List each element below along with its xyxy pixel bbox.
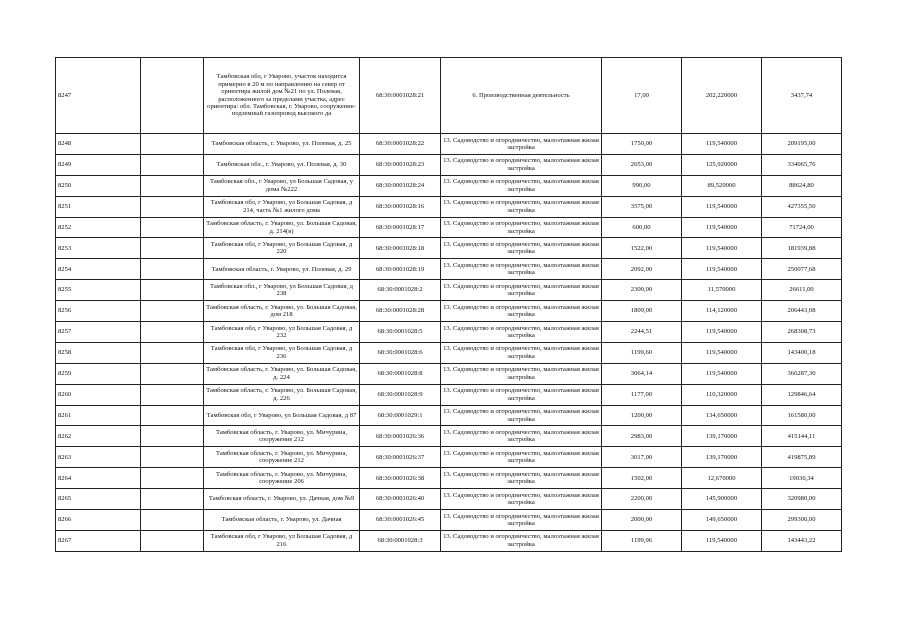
specific-value-cell: 139,170000 [682,447,762,468]
land-use-cell: 13. Садоводство и огородничество, малоэтажная жилая застройка [441,154,602,175]
row-number: 8253 [56,238,141,259]
specific-value-cell: 114,120000 [682,301,762,322]
blank-cell [141,405,204,426]
cadastral-value-cell: 26611,00 [762,280,842,301]
cadastral-number-cell: 68:30:0001028:3 [360,530,441,551]
cadastral-value-cell: 415144,11 [762,426,842,447]
specific-value-cell: 134,650000 [682,405,762,426]
blank-cell [141,175,204,196]
address-cell: Тамбовская область, г. Уварово, ул. Мичурина, сооружение 212 [204,447,360,468]
land-use-cell: 13. Садоводство и огородничество, малоэтажная жилая застройка [441,175,602,196]
cadastral-number-cell: 68:30:0001026:38 [360,468,441,489]
area-cell: 17,00 [602,58,682,134]
cadastral-value-cell: 320980,00 [762,489,842,510]
cadastral-number-cell: 68:30:0001028:2 [360,280,441,301]
address-cell: Тамбовская область, г. Уварово, ул. Мичурина, сооружение 212 [204,426,360,447]
table-row [56,134,842,155]
table-row [56,259,842,280]
area-cell: 1522,00 [602,238,682,259]
cadastral-value-cell: 427355,50 [762,196,842,217]
cadastral-value-cell: 71724,00 [762,217,842,238]
row-number: 8267 [56,530,141,551]
address-cell: Тамбовская обл, г Уварово, ул Большая Садовая, д 232 [204,322,360,343]
blank-cell [141,363,204,384]
address-cell: Тамбовская обл, г Уварово, ул Большая Садовая, д 216 [204,530,360,551]
blank-cell [141,154,204,175]
blank-cell [141,426,204,447]
land-use-cell: 13. Садоводство и огородничество, малоэтажная жилая застройка [441,384,602,405]
specific-value-cell: 119,540000 [682,259,762,280]
table-row [56,384,842,405]
cadastral-value-cell: 206443,08 [762,301,842,322]
land-use-cell: 6. Производственная деятельность [441,58,602,134]
address-cell: Тамбовская обл, г Уварово, участок находится примерно в 20 м по направлению на север от ориентира жилой дом №21 по ул. Полевая, расположенного за пределами участка, адрес ориентира: обл. Тамбовская, г. Уварово, сооружение- подземный газопровод высокого да [204,58,360,134]
cadastral-value-cell: 161580,00 [762,405,842,426]
blank-cell [141,217,204,238]
cadastral-value-cell: 250077,68 [762,259,842,280]
row-number: 8263 [56,447,141,468]
address-cell: Тамбовская область, г. Уварово, ул. Полевая, д. 25 [204,134,360,155]
address-cell: Тамбовская область, г. Уварово, ул. Дачная, дом №9 [204,489,360,510]
land-use-cell: 13. Садоводство и огородничество, малоэтажная жилая застройка [441,134,602,155]
row-number: 8256 [56,301,141,322]
address-cell: Тамбовская обл., г Уварово, ул Большая Садовая, д 238 [204,280,360,301]
row-number: 8254 [56,259,141,280]
cadastral-number-cell: 68:30:0001028:18 [360,238,441,259]
cadastral-number-cell: 68:30:0001026:37 [360,447,441,468]
table-row [56,510,842,531]
cadastral-number-cell: 68:30:0001028:23 [360,154,441,175]
land-use-cell: 13. Садоводство и огородничество, малоэтажная жилая застройка [441,510,602,531]
land-use-cell: 13. Садоводство и огородничество, малоэтажная жилая застройка [441,322,602,343]
table-row [56,489,842,510]
table-row [56,322,842,343]
specific-value-cell: 119,540000 [682,238,762,259]
address-cell: Тамбовская обл, г Уварово, ул Большая Садовая, д 236 [204,342,360,363]
address-cell: Тамбовская область, г. Уварово, ул. Полевая, д. 29 [204,259,360,280]
blank-cell [141,489,204,510]
land-use-cell: 13. Садоводство и огородничество, малоэтажная жилая застройка [441,447,602,468]
area-cell: 1177,00 [602,384,682,405]
blank-cell [141,530,204,551]
specific-value-cell: 119,540000 [682,363,762,384]
specific-value-cell: 119,540000 [682,217,762,238]
blank-cell [141,322,204,343]
cadastral-value-cell: 366287,30 [762,363,842,384]
row-number: 8249 [56,154,141,175]
blank-cell [141,280,204,301]
cadastral-value-cell: 268308,73 [762,322,842,343]
cadastral-value-cell: 181939,88 [762,238,842,259]
land-use-cell: 13. Садоводство и огородничество, малоэтажная жилая застройка [441,196,602,217]
land-use-cell: 13. Садоводство и огородничество, малоэтажная жилая застройка [441,530,602,551]
area-cell: 3575,00 [602,196,682,217]
cadastral-number-cell: 68:30:0001028:28 [360,301,441,322]
blank-cell [141,58,204,134]
cadastral-number-cell: 68:30:0001028:17 [360,217,441,238]
table-row [56,175,842,196]
area-cell: 1502,00 [602,468,682,489]
specific-value-cell: 202,220000 [682,58,762,134]
specific-value-cell: 125,920000 [682,154,762,175]
cadastral-number-cell: 68:30:0001028:24 [360,175,441,196]
table-row [56,301,842,322]
specific-value-cell: 119,540000 [682,322,762,343]
land-use-cell: 13. Садоводство и огородничество, малоэтажная жилая застройка [441,426,602,447]
area-cell: 2983,00 [602,426,682,447]
row-number: 8252 [56,217,141,238]
row-number: 8261 [56,405,141,426]
table-body [56,58,842,552]
land-use-cell: 13. Садоводство и огородничество, малоэтажная жилая застройка [441,238,602,259]
cadastral-value-cell: 419875,89 [762,447,842,468]
cadastral-number-cell: 68:30:0001028:19 [360,259,441,280]
address-cell: Тамбовская область, г. Уварово, ул. Большая Садовая, дом 218 [204,301,360,322]
row-number: 8266 [56,510,141,531]
row-number: 8255 [56,280,141,301]
area-cell: 3017,00 [602,447,682,468]
cadastral-value-cell: 19030,34 [762,468,842,489]
blank-cell [141,134,204,155]
table-row [56,447,842,468]
blank-cell [141,342,204,363]
address-cell: Тамбовская область, г. Уварово, ул. Большая Садовая, д. 214(в) [204,217,360,238]
area-cell: 1809,00 [602,301,682,322]
row-number: 8264 [56,468,141,489]
row-number: 8262 [56,426,141,447]
address-cell: Тамбовская область, г. Уварово, ул. Большая Садовая, д. 224 [204,363,360,384]
cadastral-value-cell: 3437,74 [762,58,842,134]
specific-value-cell: 149,650000 [682,510,762,531]
blank-cell [141,196,204,217]
land-use-cell: 13. Садоводство и огородничество, малоэтажная жилая застройка [441,217,602,238]
address-cell: Тамбовская обл., г Уварово, ул Большая Садовая, у дома №222 [204,175,360,196]
address-cell: Тамбовская область, г. Уварово, ул. Мичурина, сооружение 206 [204,468,360,489]
area-cell: 1200,00 [602,405,682,426]
row-number: 8259 [56,363,141,384]
cadastral-number-cell: 68:30:0001028:16 [360,196,441,217]
area-cell: 3064,14 [602,363,682,384]
table-row [56,217,842,238]
row-number: 8257 [56,322,141,343]
table-row [56,58,842,134]
address-cell: Тамбовская обл, г Уварово, ул Большая Садовая, д 220 [204,238,360,259]
cadastral-number-cell: 68:30:0001026:40 [360,489,441,510]
row-number: 8258 [56,342,141,363]
cadastral-value-table [55,57,842,552]
table-row [56,342,842,363]
specific-value-cell: 139,170000 [682,426,762,447]
address-cell: Тамбовская область, г. Уварово, ул. Дачная [204,510,360,531]
specific-value-cell: 119,540000 [682,134,762,155]
cadastral-value-cell: 129846,64 [762,384,842,405]
specific-value-cell: 12,670000 [682,468,762,489]
cadastral-number-cell: 68:30:0001028:6 [360,342,441,363]
land-use-cell: 13. Садоводство и огородничество, малоэтажная жилая застройка [441,468,602,489]
cadastral-value-cell: 334065,76 [762,154,842,175]
cadastral-number-cell: 68:30:0001028:9 [360,384,441,405]
table-row [56,426,842,447]
cadastral-number-cell: 68:30:0001028:22 [360,134,441,155]
land-use-cell: 13. Садоводство и огородничество, малоэтажная жилая застройка [441,405,602,426]
specific-value-cell: 110,320000 [682,384,762,405]
address-cell: Тамбовская область, г. Уварово, ул. Большая Садовая, д. 226 [204,384,360,405]
cadastral-number-cell: 68:30:0001026:36 [360,426,441,447]
table-row [56,154,842,175]
area-cell: 1750,00 [602,134,682,155]
blank-cell [141,238,204,259]
table-row [56,280,842,301]
cadastral-value-cell: 143400,18 [762,342,842,363]
address-cell: Тамбовская обл, г Уварово, ул Большая Садовая, д 87 [204,405,360,426]
area-cell: 2653,00 [602,154,682,175]
blank-cell [141,468,204,489]
land-use-cell: 13. Садоводство и огородничество, малоэтажная жилая застройка [441,342,602,363]
area-cell: 2300,00 [602,280,682,301]
specific-value-cell: 119,540000 [682,196,762,217]
cadastral-value-cell: 209195,00 [762,134,842,155]
table-row [56,405,842,426]
land-use-cell: 13. Садоводство и огородничество, малоэтажная жилая застройка [441,363,602,384]
cadastral-value-cell: 88624,80 [762,175,842,196]
cadastral-number-cell: 68:30:0001026:45 [360,510,441,531]
cadastral-number-cell: 68:30:0001028:8 [360,363,441,384]
row-number: 8247 [56,58,141,134]
area-cell: 1199,96 [602,530,682,551]
blank-cell [141,384,204,405]
blank-cell [141,447,204,468]
row-number: 8265 [56,489,141,510]
blank-cell [141,301,204,322]
cadastral-value-cell: 143443,22 [762,530,842,551]
land-use-cell: 13. Садоводство и огородничество, малоэтажная жилая застройка [441,301,602,322]
area-cell: 990,00 [602,175,682,196]
cadastral-number-cell: 68:30:0001028:5 [360,322,441,343]
table-row [56,196,842,217]
row-number: 8248 [56,134,141,155]
row-number: 8250 [56,175,141,196]
area-cell: 2244,51 [602,322,682,343]
area-cell: 2092,00 [602,259,682,280]
specific-value-cell: 119,540000 [682,530,762,551]
table-row [56,530,842,551]
cadastral-number-cell: 68:30:0001028:21 [360,58,441,134]
area-cell: 600,00 [602,217,682,238]
table-row [56,238,842,259]
row-number: 8260 [56,384,141,405]
specific-value-cell: 89,520000 [682,175,762,196]
cadastral-number-cell: 68:30:0001029:1 [360,405,441,426]
table-row [56,363,842,384]
blank-cell [141,259,204,280]
specific-value-cell: 11,570000 [682,280,762,301]
specific-value-cell: 119,540000 [682,342,762,363]
address-cell: Тамбовская обл., г. Уварово, ул. Полевая, д. 30 [204,154,360,175]
area-cell: 1199,60 [602,342,682,363]
land-use-cell: 13. Садоводство и огородничество, малоэтажная жилая застройка [441,259,602,280]
blank-cell [141,510,204,531]
specific-value-cell: 145,900000 [682,489,762,510]
address-cell: Тамбовская обл, г Уварово, ул Большая Садовая, д 214, часть №1 жилого дома [204,196,360,217]
land-use-cell: 13. Садоводство и огородничество, малоэтажная жилая застройка [441,489,602,510]
table-row [56,468,842,489]
cadastral-value-cell: 299300,00 [762,510,842,531]
area-cell: 2000,00 [602,510,682,531]
row-number: 8251 [56,196,141,217]
land-use-cell: 13. Садоводство и огородничество, малоэтажная жилая застройка [441,280,602,301]
area-cell: 2200,00 [602,489,682,510]
